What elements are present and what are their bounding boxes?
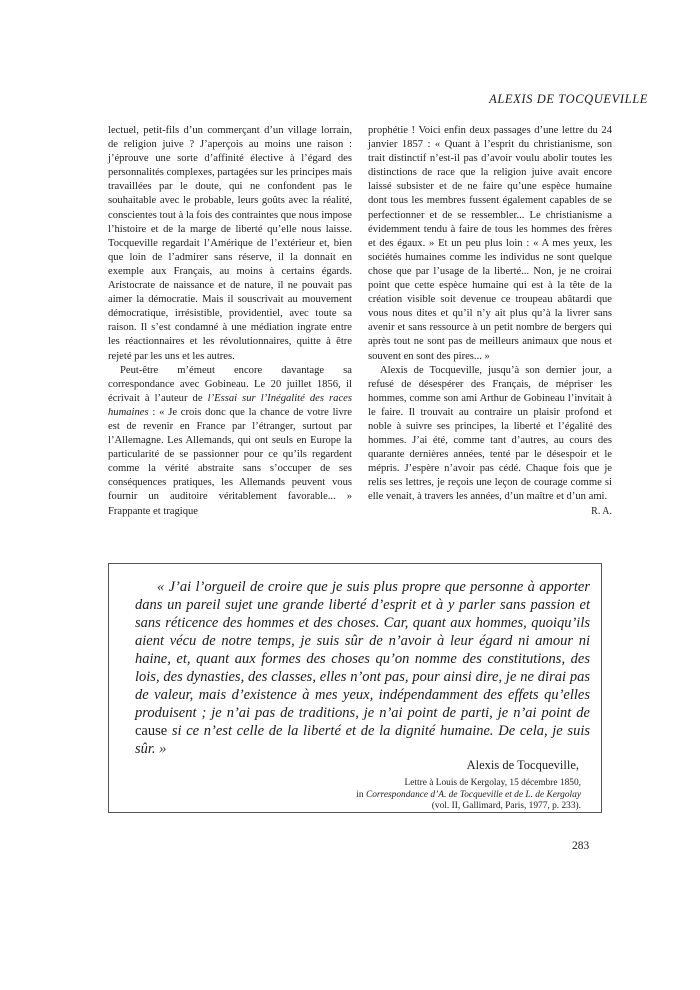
source-line-1: Lettre à Louis de Kergolay, 15 décembre 1850, <box>404 778 581 788</box>
left-paragraph-2-start: Peut-être m’émeut encore davantage sa correspondance avec Gobineau. Le 20 juillet 1856, il écrivait à l’auteur de <box>108 364 352 404</box>
quotation-part-1: « J’ai l’orgueil de croire que je suis plus propre que personne à apporter dans un pareil sujet une grande liberté d’esprit et à y parler sans passion et sans réticence des hommes et des choses. Car, quant aux hommes, quoiqu’ils aient vécu de notre temps, je suis sûr de n’avoir à leur égard ni amour ni haine, et, quant aux formes des choses qu’on nomme des constitutions, des lois, des dynasties, des classes, elles n’ont pas, pour ainsi dire, je ne dirai pas de valeur, mais d’existence à mes yeux, indépendamment des effets qu’elles produisent ; je n’ai pas de traditions, je n’ai point de parti, je n’ai point de <box>135 579 590 721</box>
quotation-text <box>135 578 590 758</box>
right-paragraph-2: Alexis de Tocqueville, jusqu’à son dernier jour, a refusé de désespérer des Français, de mépriser les hommes, comme son ami Arthur de Gobineau l’invitait à le faire. Il trouvait au contraire un plaisir profond et noble à suivre ses principes, la liberté et l’égalité des hommes. J’ai été, comme tant d’autres, au cours des quarante dernières années, tenté par le désespoir et le mépris. J’espère n’avoir pas cédé. Chaque fois que je relis ses lettres, je reçois une leçon de courage comme si elle venait, à travers les années, d’un maître et d’un ami. <box>368 364 612 503</box>
author-initials: R. A. <box>591 505 612 517</box>
book-title: l’Essai sur l’Inégalité des races humaines <box>108 392 352 418</box>
right-column <box>368 124 612 519</box>
quotation-author: Alexis de Tocqueville, <box>466 758 579 772</box>
page-number: 283 <box>572 840 590 852</box>
left-paragraph-2 <box>108 364 352 519</box>
right-paragraph-1: prophétie ! Voici enfin deux passages d’une lettre du 24 janvier 1857 : « Quant à l’esprit du christianisme, son trait distinctif n’est-il pas d’avoir voulu abolir toutes les distinctions de race que la religion juive avait encore laissé subsister et de ne faire qu’une espèce humaine dont tous les membres fussent également capables de se perfectionner et de se ressembler... Le christianisme a évidemment tendu à faire de tous les hommes des frères et des égaux. » Et un peu plus loin : « A mes yeux, les sociétés humaines comme les individus ne sont quelque chose que par l’usage de la liberté... Non, je ne croirai point que cette espèce humaine qui est à la tête de la création visible soit devenue ce troupeau abâtardi que vous nous dites et qu’il n’y ait plus qu’à la livrer sans avenir et sans ressource à un petit nombre de bergers qui après tout ne sont pas de meilleurs animaux que nous et souvent en sont des pires... » <box>368 125 612 362</box>
source-line-3: (vol. II, Gallimard, Paris, 1977, p. 233). <box>431 801 581 811</box>
source-line-2 <box>356 790 581 802</box>
source-in: in <box>356 789 366 800</box>
quotation-part-2: si ce n’est celle de la liberté et de la dignité humaine. De cela, je suis sûr. » <box>135 723 590 757</box>
quotation-emphasis: cause <box>135 723 168 739</box>
left-paragraph-2-end: : « Je crois donc que la chance de votre livre est de revenir en France par l’étranger, surtout par l’Allemagne. Les Allemands, qui ont seuls en Europe la particularité de se passionner pour ce qu’ils regardent comme la vérité abstraite sans s’occuper de ses conséquences pratiques, les Allemands peuvent vous fournir un auditoire véritablement favorable... » Frappante et tragique <box>108 406 352 517</box>
left-column <box>108 124 352 519</box>
left-paragraph-1: lectuel, petit-fils d’un commerçant d’un village lorrain, de religion juive ? J’aperçois au moins une raison : j’éprouve une sorte d’affinité élective à l’égard des personnalités complexes, partagées sur les principes mais travaillées par le doute, qui ne confondent pas le souhaitable avec le probable, leurs goûts avec la réalité, conscientes tout à la fois des contraintes que nous impose l’histoire et de la marge de liberté qu’elle nous laisse. Tocqueville regardait l’Amérique de l’extérieur et, bien que loin de l’admirer sans réserve, il la donnait en exemple aux Français, au moins à certains égards. Aristocrate de naissance et de nature, il ne pouvait pas aimer la démocratie. Mais il souscrivait au mouvement démocratique, irrésistible, providentiel, avec toute sa raison. Il s’est condamné à une médiation ingrate entre les réactionnaires et les révolutionnaires, quitte à être rejeté par les uns et les autres. <box>108 125 352 362</box>
running-head: ALEXIS DE TOCQUEVILLE <box>489 92 648 106</box>
quotation-source <box>356 778 581 813</box>
source-title: Correspondance d’A. de Tocqueville et de L. de Kergolay <box>365 789 581 800</box>
quotation-box <box>108 563 602 813</box>
